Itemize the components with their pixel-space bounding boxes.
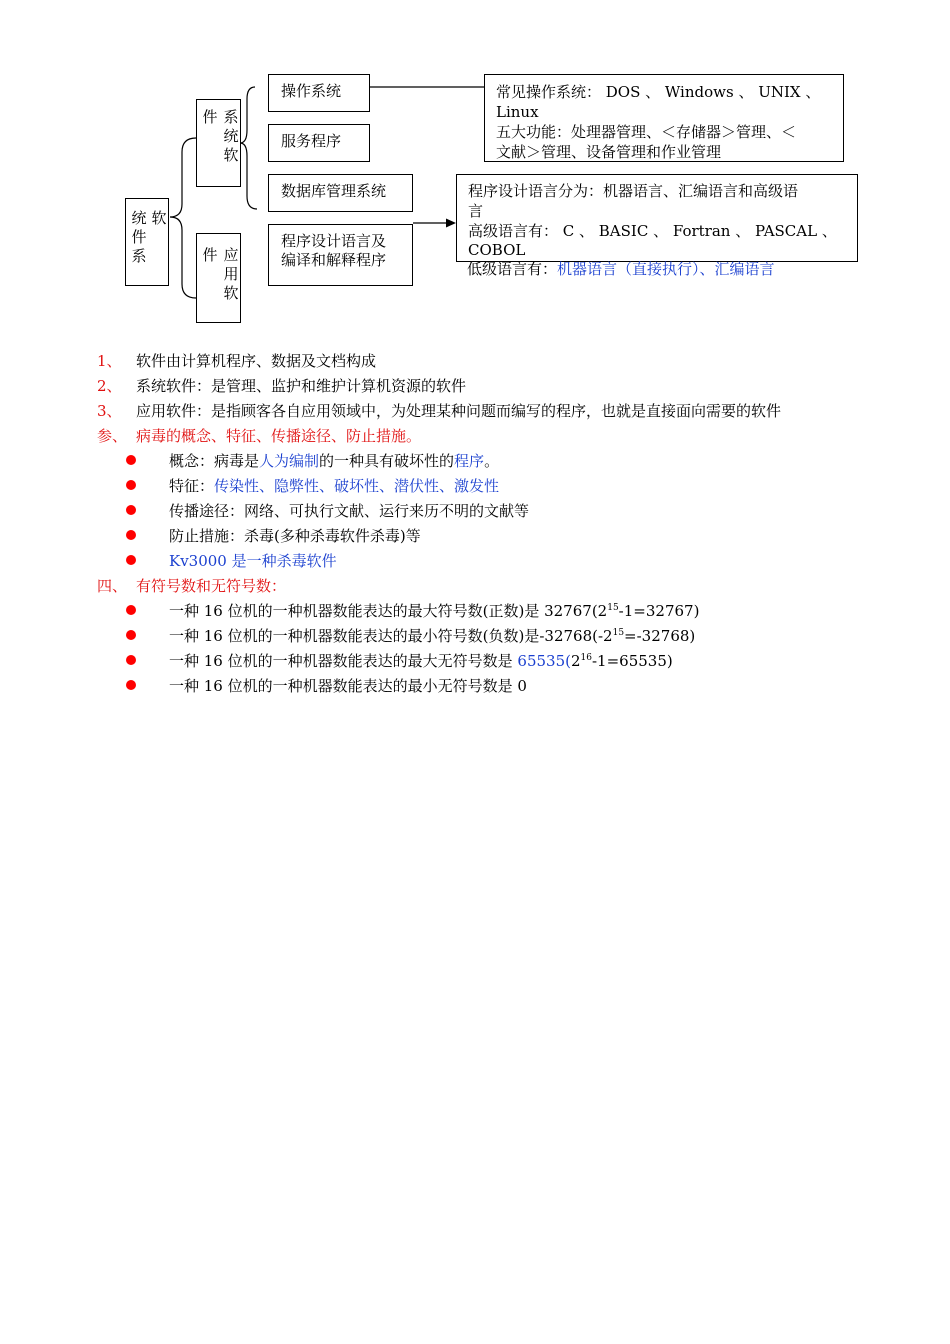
- concept-e: 。: [484, 452, 500, 470]
- concept-b: 人为编制: [259, 452, 320, 470]
- lang-arrowhead: [446, 219, 456, 228]
- concept-a: 概念：病毒是: [169, 452, 260, 470]
- bullet-dot: [126, 455, 136, 465]
- lang-note-line2: 言: [468, 202, 484, 220]
- min-signed-exp: 15: [612, 628, 625, 638]
- root-col2: 统件系: [131, 209, 147, 265]
- os-note-line1: 常见操作系统： DOS 、 Windows 、 UNIX 、: [496, 83, 821, 101]
- item-1-number: 1、: [97, 352, 122, 370]
- proglang-line1: 程序设计语言及: [281, 232, 387, 250]
- max-signed-b: -1=32767): [618, 602, 700, 620]
- app-col2: 应用软: [223, 246, 239, 302]
- item-1-text: 软件由计算机程序、数据及文档构成: [136, 352, 377, 370]
- service-label: 服务程序: [281, 132, 342, 150]
- features-b: 传染性、隐弊性、破坏性、潜伏性、激发性: [214, 477, 500, 495]
- proglang-line2: 编译和解释程序: [281, 251, 387, 269]
- item-3-number: 3、: [97, 402, 122, 420]
- max-signed-exp: 15: [607, 603, 619, 613]
- features-a: 特征：: [169, 477, 215, 495]
- bullet-dot: [126, 480, 136, 490]
- max-unsigned-exp: 16: [580, 653, 592, 663]
- system-col1: 件: [202, 108, 218, 126]
- concept-d: 程序: [454, 452, 485, 470]
- dbms-label: 数据库管理系统: [281, 182, 387, 200]
- bullet-dot: [126, 605, 136, 615]
- min-signed: [169, 626, 695, 646]
- item-2-number: 2、: [97, 377, 122, 395]
- min-signed-b: =-32768): [624, 627, 696, 645]
- section4-number: 四、: [97, 577, 128, 595]
- min-signed-a: 一种 16 位机的一种机器数能表达的最小符号数(负数)是-32768(-2: [169, 627, 613, 645]
- lang-note-line3: 高级语言有： C 、 BASIC 、 Fortran 、 PASCAL 、: [468, 222, 837, 240]
- virus-prevention: 防止措施：杀毒(多种杀毒软件杀毒)等: [169, 527, 421, 545]
- max-unsigned-d: -1=65535): [591, 652, 673, 670]
- lang-note-line4: COBOL: [468, 241, 526, 259]
- section3-number: 参、: [97, 427, 128, 445]
- diagram-connectors: [0, 0, 950, 340]
- lang-note-line5: [467, 259, 775, 279]
- section4-title: 有符号数和无符号数：: [136, 577, 287, 595]
- bullet-dot: [126, 655, 136, 665]
- os-label: 操作系统: [281, 82, 342, 100]
- max-unsigned-value: 65535(: [517, 652, 571, 670]
- virus-features: [169, 476, 499, 496]
- max-unsigned: [169, 651, 673, 671]
- lang-note-line1: 程序设计语言分为：机器语言、汇编语言和高级语: [468, 182, 799, 200]
- max-signed: [169, 601, 699, 621]
- item-2-text: 系统软件：是管理、监护和维护计算机资源的软件: [136, 377, 467, 395]
- lang-note-box: [456, 174, 858, 262]
- item-3-text: 应用软件：是指顾客各自应用领域中，为处理某种问题而编写的程序，也就是直接面向需要的软件: [136, 402, 782, 420]
- service-box: [268, 124, 370, 162]
- os-note-box: [484, 74, 844, 162]
- max-unsigned-a: 一种 16 位机的一种机器数能表达的最大无符号数是: [169, 652, 518, 670]
- virus-concept: [169, 451, 499, 471]
- system-col2: 系统软: [223, 108, 239, 164]
- min-unsigned: 一种 16 位机的一种机器数能表达的最小无符号数是 0: [169, 677, 527, 695]
- bullet-dot: [126, 680, 136, 690]
- bullet-dot: [126, 555, 136, 565]
- app-col1: 件: [202, 246, 218, 264]
- root-brace: [170, 138, 196, 298]
- virus-transmission: 传播途径：网络、可执行文献、运行来历不明的文献等: [169, 502, 530, 520]
- app-software-box: [196, 233, 241, 323]
- proglang-box: [268, 224, 413, 286]
- system-brace: [240, 87, 257, 209]
- concept-c: 的一种具有破坏性的: [319, 452, 455, 470]
- root-col1: 软: [151, 209, 167, 227]
- bullet-dot: [126, 630, 136, 640]
- dbms-box: [268, 174, 413, 212]
- kv3000-note: Kv3000 是一种杀毒软件: [169, 552, 337, 570]
- root-box: [125, 198, 169, 286]
- os-note-line3: 五大功能：处理器管理、＜存储器＞管理、＜: [496, 123, 797, 141]
- lang-note-line5-prefix: 低级语言有：: [467, 260, 558, 278]
- bullet-dot: [126, 505, 136, 515]
- section3-title: 病毒的概念、特征、传播途径、防止措施。: [136, 427, 422, 445]
- os-box: [268, 74, 370, 112]
- low-level-languages: 机器语言（直接执行）、汇编语言: [557, 260, 775, 278]
- os-note-line2: Linux: [496, 103, 539, 121]
- max-signed-a: 一种 16 位机的一种机器数能表达的最大符号数(正数)是 32767(2: [169, 602, 608, 620]
- os-note-line4: 文献＞管理、设备管理和作业管理: [496, 143, 722, 161]
- system-software-box: [196, 99, 241, 187]
- max-unsigned-c: 2: [570, 652, 581, 670]
- bullet-dot: [126, 530, 136, 540]
